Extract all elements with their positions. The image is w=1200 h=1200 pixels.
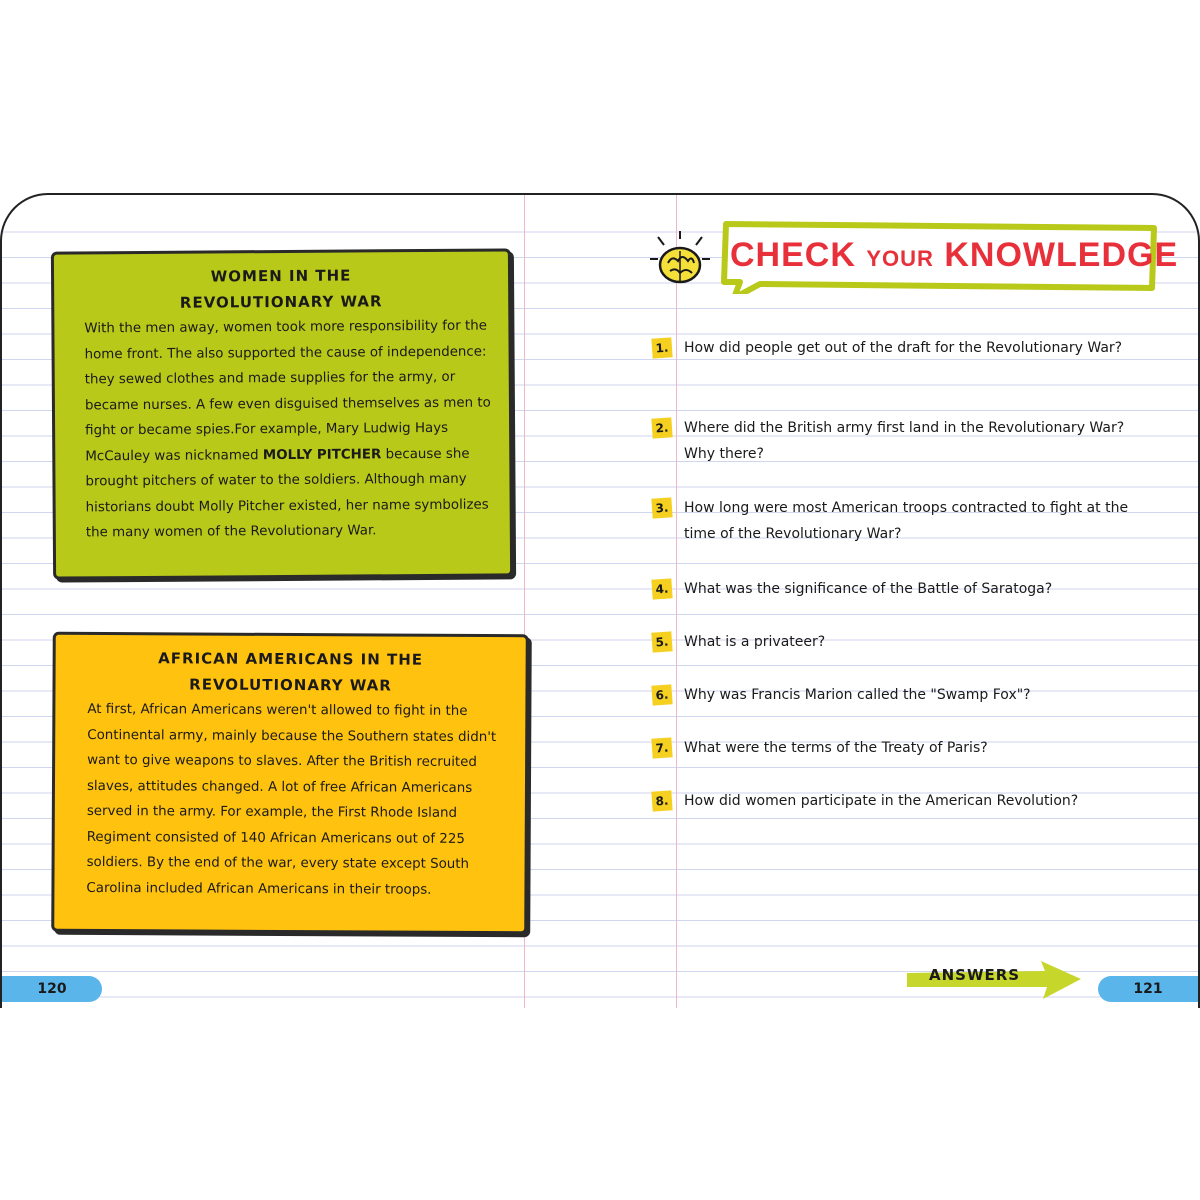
african-americans-revolutionary-war-box	[51, 632, 529, 934]
question-number: 7.	[651, 737, 672, 758]
body-text: With the men away, women took more responsibility for the home front. The also supported the cause of independence: they sewed clothes and made supplies for the army, or became nurses. A few even disguised themselves as men to fight or became spies.For example, Mary Ludwig Hays McCauley was nicknamed	[84, 318, 491, 464]
heading-text	[730, 236, 1179, 275]
question-text: How long were most American troops contracted to fight at the time of the Revolutionary War?	[684, 500, 1129, 542]
answers-label: ANSWERS	[929, 966, 1021, 984]
question-text: How did people get out of the draft for the Revolutionary War?	[684, 340, 1123, 356]
question-number: 6.	[651, 684, 672, 705]
question-number: 3.	[651, 497, 672, 518]
page-margin-line	[676, 195, 677, 1008]
box-title-line: AFRICAN AMERICANS IN THE	[158, 649, 424, 669]
heading-word: KNOWLEDGE	[944, 236, 1179, 274]
body-text: because she brought pitchers of water to the soldiers. Although many historians doubt Molly Pitcher existed, her name symbolizes the many women of the Revolutionary War.	[85, 446, 489, 541]
question-text: What were the terms of the Treaty of Paris?	[684, 740, 988, 756]
heading-word: CHECK	[730, 236, 856, 274]
box-title	[54, 261, 508, 316]
question-number: 2.	[651, 417, 672, 438]
answers-link[interactable]	[905, 959, 1085, 999]
question-number: 4.	[651, 578, 672, 599]
box-title-line: REVOLUTIONARY WAR	[189, 675, 392, 695]
page-number-right: 121	[1098, 976, 1198, 1002]
box-body-text	[54, 313, 510, 546]
brain-icon	[648, 229, 712, 287]
question-number: 5.	[651, 631, 672, 652]
question-text: Where did the British army first land in the Revolutionary War? Why there?	[684, 420, 1125, 462]
box-title-line: REVOLUTIONARY WAR	[179, 292, 383, 312]
question-number: 8.	[651, 790, 672, 811]
check-your-knowledge-heading	[720, 220, 1179, 294]
left-page	[0, 193, 600, 1008]
question-text: What is a privateer?	[684, 634, 826, 650]
box-title	[55, 645, 525, 699]
page-number-left: 120	[2, 976, 102, 1002]
question-text: What was the significance of the Battle of Saratoga?	[684, 581, 1053, 597]
women-revolutionary-war-box	[51, 248, 513, 579]
question-text: How did women participate in the American Revolution?	[684, 793, 1079, 809]
highlighted-name: MOLLY PITCHER	[262, 446, 382, 463]
question-text: Why was Francis Marion called the "Swamp Fox"?	[684, 687, 1031, 703]
heading-word: YOUR	[866, 246, 934, 271]
right-page	[600, 193, 1200, 1008]
box-title-line: WOMEN IN THE	[210, 266, 352, 286]
question-number: 1.	[651, 337, 672, 358]
box-body-text: At first, African Americans weren't allowed to fight in the Continental army, mainly because the Southern states didn't want to give weapons to slaves. After the British recruited slaves, attitudes changed. A lot of free African Americans served in the army. For example, the First Rhode Island Regiment consisted of 140 African Americans out of 225 soldiers. By the end of the war, every state except South Carolina included African Americans in their troops.	[86, 701, 497, 898]
